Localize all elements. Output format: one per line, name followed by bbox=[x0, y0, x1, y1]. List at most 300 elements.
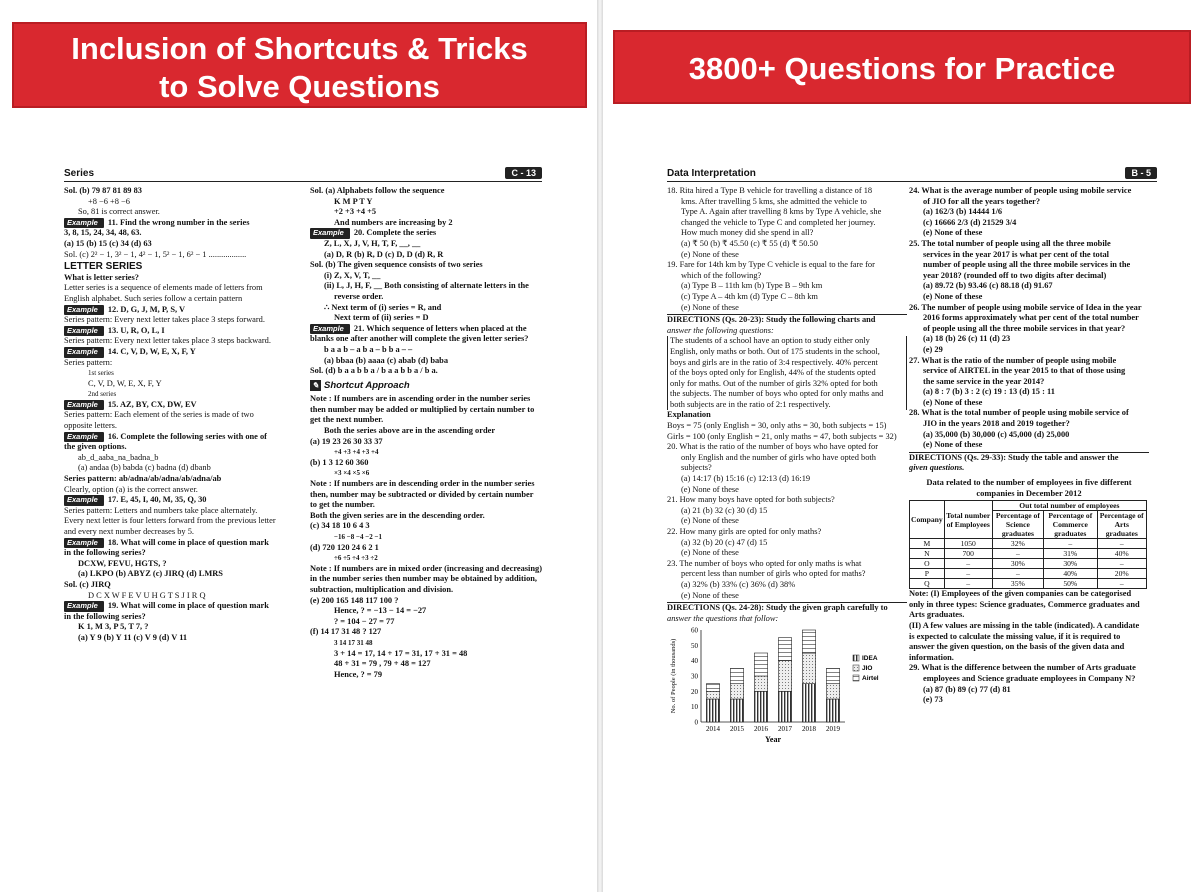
text-line bbox=[64, 495, 300, 506]
text-line-content: (f) 14 17 31 48 ? 127 bbox=[310, 627, 382, 637]
text-line bbox=[667, 271, 907, 282]
text-line-content: subjects? bbox=[681, 463, 712, 473]
left-banner-line1: Inclusion of Shortcuts & Tricks bbox=[71, 31, 528, 66]
bar-segment-airtel bbox=[826, 669, 839, 684]
right-page-header bbox=[667, 168, 1157, 182]
text-line bbox=[64, 601, 300, 612]
text-line-content: service of AIRTEL in the year 2015 to that of those using bbox=[923, 366, 1126, 376]
text-line bbox=[310, 366, 544, 377]
text-line bbox=[310, 197, 544, 208]
text-line-content: (a) 15 (b) 15 (c) 34 (d) 63 bbox=[64, 238, 152, 248]
text-line-content: +4 +3 +4 +3 +4 bbox=[334, 448, 379, 457]
text-line bbox=[310, 218, 544, 229]
text-line bbox=[667, 250, 907, 261]
text-line bbox=[667, 218, 907, 229]
text-line bbox=[667, 432, 907, 443]
text-line bbox=[64, 506, 300, 517]
text-line bbox=[909, 271, 1149, 282]
right-page bbox=[603, 0, 1200, 892]
text-line-content: 29. What is the difference between the number of Arts graduate bbox=[909, 663, 1136, 673]
bar-segment-idea bbox=[778, 692, 791, 723]
bar-segment-airtel bbox=[730, 669, 743, 684]
text-line-content: (a) 21 (b) 32 (c) 30 (d) 15 bbox=[681, 505, 768, 515]
text-line-content: 27. What is the ratio of the number of people using mobile bbox=[909, 355, 1117, 365]
text-line-content: Note : If numbers are in ascending order in the number series bbox=[310, 394, 531, 404]
text-line bbox=[909, 695, 1149, 706]
text-line-content: 18. What will come in place of question mark bbox=[107, 537, 269, 547]
text-line-content: only in three types: Science graduates, Commerce graduates and bbox=[909, 599, 1140, 609]
text-line-content: (d) 720 120 24 6 2 1 bbox=[310, 542, 379, 552]
text-line bbox=[64, 453, 300, 464]
bar-segment-airtel bbox=[802, 630, 815, 653]
bar-segment-idea bbox=[754, 692, 767, 723]
text-line bbox=[64, 485, 300, 496]
text-line bbox=[909, 260, 1149, 271]
text-line bbox=[310, 670, 544, 681]
text-line-content: get the next number. bbox=[310, 415, 384, 425]
text-line bbox=[310, 324, 544, 335]
bar-segment-airtel bbox=[778, 638, 791, 661]
text-line bbox=[909, 303, 1149, 314]
text-line-content: 48 + 31 = 79 , 79 + 48 = 127 bbox=[334, 659, 431, 669]
table-header-arts: Percentage of Arts graduates bbox=[1097, 511, 1147, 539]
text-line-content: (a) 32% (b) 33% (c) 36% (d) 38% bbox=[681, 579, 796, 589]
stacked-bar-chart bbox=[667, 624, 905, 744]
legend-label: JIO bbox=[862, 665, 873, 673]
text-line bbox=[64, 463, 300, 474]
text-line-content: b a a b – a b a – b b a – – bbox=[324, 344, 413, 354]
text-line-content: Sol. (b) The given sequence consists of two series bbox=[310, 260, 483, 270]
legend-label: IDEA bbox=[862, 655, 878, 663]
text-line-content: (i) Z, X, V, T, __ bbox=[324, 270, 381, 280]
text-line-content: Note : If numbers are in mixed order (increasing and decreasing) bbox=[310, 563, 543, 573]
table-cell: – bbox=[992, 569, 1043, 579]
text-line bbox=[667, 197, 907, 208]
text-line-content: 2nd series bbox=[88, 390, 117, 399]
text-line bbox=[667, 368, 907, 379]
table-cell: 30% bbox=[1044, 559, 1097, 569]
text-line bbox=[667, 580, 907, 591]
text-line bbox=[64, 379, 300, 390]
text-line bbox=[64, 239, 300, 250]
text-line-content: only English and the number of girls who have opted both bbox=[681, 452, 876, 462]
left-page bbox=[0, 0, 597, 892]
y-tick-label: 50 bbox=[691, 642, 698, 651]
text-line bbox=[64, 358, 300, 369]
text-line bbox=[667, 186, 907, 197]
left-banner-line2: to Solve Questions bbox=[159, 69, 440, 104]
table-row bbox=[910, 549, 1147, 559]
table-caption bbox=[909, 477, 1149, 498]
text-line bbox=[310, 511, 544, 522]
text-line-content: of JIO for all the years together? bbox=[923, 196, 1041, 206]
text-line-content: Note: (I) Employees of the given companies can be categorised bbox=[909, 589, 1132, 599]
table-cell: O bbox=[910, 559, 945, 569]
right-column-b bbox=[909, 186, 1149, 706]
table-cell: – bbox=[1097, 579, 1147, 589]
text-line bbox=[64, 591, 300, 602]
text-line-content: (e) None of these bbox=[923, 397, 983, 407]
table-cell: 31% bbox=[1044, 549, 1097, 559]
text-line bbox=[310, 468, 544, 479]
text-line-content: Hence, ? = 79 bbox=[334, 669, 383, 679]
text-line bbox=[667, 495, 907, 506]
text-line bbox=[909, 600, 1149, 611]
text-line-content: 1st series bbox=[88, 369, 114, 378]
text-line-content: answer the questions that follow: bbox=[667, 613, 779, 623]
text-line-content: 13. U, R, O, L, I bbox=[107, 325, 165, 335]
text-line bbox=[310, 458, 544, 469]
table-cell: – bbox=[944, 559, 992, 569]
text-line-content: LETTER SERIES bbox=[64, 262, 143, 273]
bar-segment-jio bbox=[754, 676, 767, 691]
text-line-content: (a) 8 : 7 (b) 3 : 2 (c) 19 : 13 (d) 15 : 11 bbox=[923, 387, 1055, 397]
text-line-content: of the boys opted only for English, 44% of the students opted bbox=[670, 368, 876, 378]
text-line-content: Both the series above are in the ascending order bbox=[324, 426, 496, 436]
table-cell: 40% bbox=[1097, 549, 1147, 559]
text-line bbox=[310, 553, 544, 564]
text-line bbox=[310, 281, 544, 292]
text-line-content: Note : If numbers are in descending order in the number series bbox=[310, 479, 535, 489]
text-line-content: +2 +3 +4 +5 bbox=[334, 207, 377, 217]
text-line-content: of people using all the three mobile services in that year? bbox=[923, 323, 1126, 333]
x-tick-label: 2014 bbox=[706, 725, 720, 734]
text-line bbox=[310, 186, 544, 197]
text-line-content: (a) bbaa (b) aaaa (c) abab (d) baba bbox=[324, 355, 449, 365]
text-line bbox=[64, 305, 300, 316]
text-line bbox=[909, 345, 1149, 356]
text-line-content: 12. D, G, J, M, P, S, V bbox=[107, 304, 186, 314]
text-line-content: only for maths. Out of the number of girls 32% opted for both bbox=[670, 378, 878, 388]
text-line-content: percent less than number of girls who opted for maths? bbox=[681, 569, 866, 579]
table-cell: – bbox=[992, 549, 1043, 559]
text-line-content: Every next letter is four letters forward from the previous letter bbox=[64, 516, 276, 526]
right-column-b-notes bbox=[909, 589, 1149, 706]
text-line-content: (e) None of these bbox=[923, 440, 983, 450]
text-line-content: (e) None of these bbox=[681, 590, 739, 600]
text-line-content: 18. Rita hired a Type B vehicle for travelling a distance of 18 bbox=[667, 186, 873, 195]
text-line-content: (c) 16666 2/3 (d) 21529 3/4 bbox=[923, 217, 1017, 227]
text-line bbox=[64, 527, 300, 538]
text-line-content: answer the given question, on the basis of the given data and bbox=[909, 642, 1125, 652]
text-line bbox=[310, 659, 544, 670]
text-line bbox=[310, 415, 544, 426]
text-line bbox=[310, 447, 544, 458]
legend-swatch bbox=[853, 655, 859, 661]
text-line-content: 19. Fare for 14th km by Type C vehicle is equal to the fare for bbox=[667, 260, 875, 270]
pencil-icon: ✎ bbox=[310, 380, 321, 391]
text-line bbox=[667, 281, 907, 292]
text-line-content: which of the following? bbox=[681, 270, 762, 280]
text-line bbox=[667, 506, 907, 517]
text-line-content: (e) None of these bbox=[923, 291, 983, 301]
text-line-content: Hence, ? = −13 − 14 = −27 bbox=[334, 606, 427, 616]
legend-label: Airtel bbox=[862, 675, 879, 683]
right-column-b-text bbox=[909, 186, 1149, 474]
text-line-content: 20. Complete the series bbox=[353, 228, 437, 238]
left-banner bbox=[12, 22, 587, 108]
text-line-content: year 2018? (rounded off to two digits after decimal) bbox=[923, 270, 1107, 280]
text-line bbox=[667, 548, 907, 559]
text-line bbox=[667, 421, 907, 432]
text-line bbox=[64, 207, 300, 218]
text-line-content: number of people using all the three mobile services in the bbox=[923, 260, 1131, 270]
text-line-content: K M P T Y bbox=[334, 196, 373, 206]
table-cell: 1050 bbox=[944, 539, 992, 549]
text-line bbox=[909, 610, 1149, 621]
text-line bbox=[64, 442, 300, 453]
text-line bbox=[667, 569, 907, 580]
text-line bbox=[667, 527, 907, 538]
text-line bbox=[667, 474, 907, 485]
text-line-content: boys and girls are in the ratio of 3:4 respectively. 40% percent bbox=[670, 357, 878, 367]
table-cell: – bbox=[1097, 539, 1147, 549]
example-badge: Example bbox=[64, 326, 104, 337]
text-line-content: 15. AZ, BY, CX, DW, EV bbox=[107, 399, 197, 409]
text-line bbox=[667, 303, 907, 314]
text-line-content: (a) 87 (b) 89 (c) 77 (d) 81 bbox=[923, 684, 1011, 694]
y-tick-label: 20 bbox=[691, 688, 698, 697]
text-line bbox=[909, 440, 1149, 451]
text-line-content: And numbers are increasing by 2 bbox=[334, 217, 453, 227]
text-line-content: English alphabet. Such series follow a certain pattern bbox=[64, 293, 243, 303]
text-line-content: Clearly, option (a) is the correct answer. bbox=[64, 484, 198, 494]
text-line-content: (c) 34 18 10 6 4 3 bbox=[310, 521, 370, 531]
left-page-number: C - 13 bbox=[505, 167, 542, 179]
table-header-total: Total number of Employees bbox=[944, 501, 992, 539]
text-line-content: ? = 104 − 27 = 77 bbox=[334, 616, 395, 626]
text-line bbox=[667, 379, 907, 390]
text-line bbox=[667, 410, 907, 421]
text-line-content: to get the number. bbox=[310, 500, 375, 510]
table-cell: – bbox=[1044, 539, 1097, 549]
text-line bbox=[310, 596, 544, 607]
left-page-header bbox=[64, 168, 542, 182]
text-line-content: Sol. (c) JIRQ bbox=[64, 579, 111, 589]
text-line bbox=[310, 521, 544, 532]
text-line-content: 28. What is the total number of people using mobile service of bbox=[909, 408, 1129, 418]
text-line bbox=[64, 580, 300, 591]
text-line-content: in the following series? bbox=[64, 548, 146, 558]
text-line-content: Sol. (d) b a a b b a / b a a b b a / b a. bbox=[310, 366, 438, 376]
text-line-content: (a) 32 (b) 20 (c) 47 (d) 15 bbox=[681, 537, 768, 547]
text-line-content: Letter series is a sequence of elements made of letters from bbox=[64, 283, 263, 293]
table-cell: – bbox=[944, 569, 992, 579]
text-line-content: ∴ Next term of (i) series = R, and bbox=[324, 302, 442, 312]
text-line bbox=[64, 228, 300, 239]
text-line-content: the given options. bbox=[64, 442, 127, 452]
text-line bbox=[310, 638, 544, 649]
text-line bbox=[667, 442, 907, 453]
text-line-content: (a) D, R (b) R, D (c) D, D (d) R, R bbox=[324, 249, 444, 259]
text-line-content: services in the year 2017 is what per cent of the total bbox=[923, 249, 1109, 259]
table-header-company: Company bbox=[910, 501, 945, 539]
text-line-content: both subjects are in the ratio of 2:1 respectively. bbox=[670, 399, 831, 409]
text-line bbox=[667, 292, 907, 303]
text-line bbox=[667, 602, 907, 614]
y-tick-label: 40 bbox=[691, 657, 698, 666]
table-cell: 40% bbox=[1044, 569, 1097, 579]
text-line bbox=[310, 405, 544, 416]
text-line bbox=[64, 633, 300, 644]
text-line bbox=[64, 400, 300, 411]
text-line bbox=[909, 207, 1149, 218]
text-line-content: Z, L, X, J, V, H, T, F, __, __ bbox=[324, 238, 421, 248]
text-line bbox=[909, 663, 1149, 674]
text-line-content: ab_d_aaba_na_badna_b bbox=[78, 452, 159, 462]
text-line bbox=[310, 490, 544, 501]
text-line-content: (e) None of these bbox=[681, 249, 739, 259]
text-line-content: (b) 1 3 12 60 360 bbox=[310, 457, 369, 467]
text-line bbox=[64, 432, 300, 443]
text-line-content: 3 14 17 31 48 bbox=[334, 638, 373, 647]
text-line-content: blanks one after another will complete the given letter series? bbox=[310, 334, 529, 344]
text-line bbox=[310, 426, 544, 437]
text-line bbox=[667, 614, 907, 625]
text-line-content: (a) 14:17 (b) 15:16 (c) 12:13 (d) 16:19 bbox=[681, 474, 811, 484]
text-line-content: (e) 73 bbox=[923, 695, 943, 705]
text-line-content: is expected to calculate the missing value, if it is required to bbox=[909, 631, 1121, 641]
bar-segment-jio bbox=[802, 653, 815, 684]
right-column-a-text bbox=[667, 186, 907, 624]
text-line bbox=[64, 516, 300, 527]
text-line bbox=[909, 685, 1149, 696]
table-header-group: Out total number of employees bbox=[992, 501, 1146, 511]
text-line-content: 20. What is the ratio of the number of boys who have opted for bbox=[667, 442, 879, 452]
table-header-commerce: Percentage of Commerce graduates bbox=[1044, 511, 1097, 539]
text-line bbox=[909, 366, 1149, 377]
text-line bbox=[909, 313, 1149, 324]
text-line bbox=[310, 585, 544, 596]
text-line bbox=[667, 485, 907, 496]
text-line-content: −16 −8 −4 −2 −1 bbox=[334, 533, 382, 541]
text-line-content: So, 81 is correct answer. bbox=[78, 207, 160, 217]
legend-swatch bbox=[853, 665, 859, 671]
text-line bbox=[909, 292, 1149, 303]
text-line-content: (a) ₹ 50 (b) ₹ 45.50 (c) ₹ 55 (d) ₹ 50.50 bbox=[681, 238, 818, 248]
text-line-content: Series pattern: Each element of the series is made of two bbox=[64, 410, 254, 420]
right-column-a bbox=[667, 186, 907, 748]
text-line bbox=[909, 419, 1149, 430]
text-line-content: DIRECTIONS (Qs. 24-28): Study the given graph carefully to bbox=[667, 603, 888, 613]
text-line bbox=[64, 622, 300, 633]
text-line bbox=[64, 283, 300, 294]
text-line-content: 23. The number of boys who opted for only maths is what bbox=[667, 558, 862, 568]
left-column-a bbox=[64, 186, 300, 644]
text-line bbox=[667, 538, 907, 549]
text-line-content: 3 + 14 = 17, 14 + 17 = 31, 17 + 31 = 48 bbox=[334, 648, 468, 658]
text-line bbox=[909, 642, 1149, 653]
text-line bbox=[64, 315, 300, 326]
text-line-content: 24. What is the average number of people using mobile service bbox=[909, 186, 1132, 195]
text-line bbox=[64, 389, 300, 400]
text-line bbox=[667, 463, 907, 474]
text-line bbox=[64, 294, 300, 305]
text-line-content: Sol. (c) 2² − 1, 3² − 1, 4² − 1, 5² − 1, 6² − 1 .................. bbox=[64, 249, 247, 259]
text-line bbox=[64, 250, 300, 261]
right-page-number: B - 5 bbox=[1125, 167, 1157, 179]
table-cell: N bbox=[910, 549, 945, 559]
table-caption-line1: Data related to the number of employees in five different bbox=[926, 477, 1132, 488]
text-line-content: (e) None of these bbox=[681, 302, 739, 312]
text-line-content: then number may be added or multiplied by certain number to bbox=[310, 404, 535, 414]
text-line bbox=[310, 313, 544, 324]
bar-segment-idea bbox=[730, 699, 743, 722]
text-line bbox=[310, 574, 544, 585]
employee-table bbox=[909, 500, 1147, 589]
text-line bbox=[310, 207, 544, 218]
text-line bbox=[909, 674, 1149, 685]
text-line bbox=[64, 273, 300, 284]
text-line-content: Arts graduates. bbox=[909, 610, 965, 620]
text-line bbox=[909, 408, 1149, 419]
example-badge: Example bbox=[310, 228, 350, 239]
text-line bbox=[64, 612, 300, 623]
left-column-b bbox=[310, 186, 544, 680]
text-line-content: DIRECTIONS (Qs. 29-33): Study the table and answer the bbox=[909, 452, 1119, 462]
text-line-content: information. bbox=[909, 652, 954, 662]
text-line-content: English, only maths or both. Out of 175 students in the school, bbox=[670, 346, 880, 356]
text-line-content: (a) 162/3 (b) 14444 1/6 bbox=[923, 207, 1003, 217]
bar-segment-idea bbox=[802, 684, 815, 722]
bar-segment-idea bbox=[826, 699, 839, 722]
text-line-content: Next term of (ii) series = D bbox=[334, 313, 429, 323]
text-line bbox=[64, 186, 300, 197]
text-line-content: kms. After travelling 5 kms, she admitted the vehicle to bbox=[681, 196, 867, 206]
x-tick-label: 2019 bbox=[826, 725, 840, 734]
right-page-section-title: Data Interpretation bbox=[667, 168, 756, 179]
text-line bbox=[64, 262, 300, 273]
text-line bbox=[909, 250, 1149, 261]
example-badge: Example bbox=[64, 601, 104, 612]
bar-segment-jio bbox=[778, 661, 791, 692]
text-line bbox=[64, 474, 300, 485]
text-line-content: C, V, D, W, E, X, F, Y bbox=[88, 378, 162, 388]
text-line bbox=[310, 543, 544, 554]
text-line bbox=[909, 632, 1149, 643]
text-line-content: reverse order. bbox=[334, 291, 384, 301]
text-line-content: Series pattern: ab/adna/ab/adna/ab/adna/ab bbox=[64, 474, 222, 484]
text-line-content: DCXW, FEVU, HGTS, ? bbox=[78, 558, 167, 568]
y-tick-label: 60 bbox=[691, 626, 698, 635]
text-line bbox=[310, 617, 544, 628]
table-row bbox=[910, 559, 1147, 569]
text-line bbox=[909, 387, 1149, 398]
text-line-content: 26. The number of people using mobile service of Idea in the year bbox=[909, 302, 1142, 312]
text-line-content: Boys = 75 (only English = 30, only aths = 30, both subjects = 15) bbox=[667, 421, 887, 431]
text-line bbox=[310, 627, 544, 638]
text-line bbox=[667, 358, 907, 369]
text-line-content: (a) Type B – 11th km (b) Type B – 9th km bbox=[681, 281, 823, 291]
text-line bbox=[667, 347, 907, 358]
text-line bbox=[667, 559, 907, 570]
text-line bbox=[909, 398, 1149, 409]
text-line-content: in the following series? bbox=[64, 611, 146, 621]
y-tick-label: 10 bbox=[691, 703, 698, 712]
text-line-content: (e) None of these bbox=[923, 228, 983, 238]
text-line bbox=[64, 548, 300, 559]
example-badge: Example bbox=[64, 347, 104, 358]
table-cell: 35% bbox=[992, 579, 1043, 589]
text-line bbox=[667, 239, 907, 250]
text-line-content: (e) 200 165 148 117 100 ? bbox=[310, 595, 399, 605]
text-line-content: (c) Type A – 4th km (d) Type C – 8th km bbox=[681, 291, 818, 301]
text-line-content: subtraction, multiplication and division. bbox=[310, 584, 454, 594]
y-tick-label: 30 bbox=[691, 672, 698, 681]
text-line bbox=[310, 334, 544, 345]
text-line-content: D C X W F E V U H G T S J I R Q bbox=[88, 590, 206, 600]
left-page-section-title: Series bbox=[64, 168, 95, 179]
